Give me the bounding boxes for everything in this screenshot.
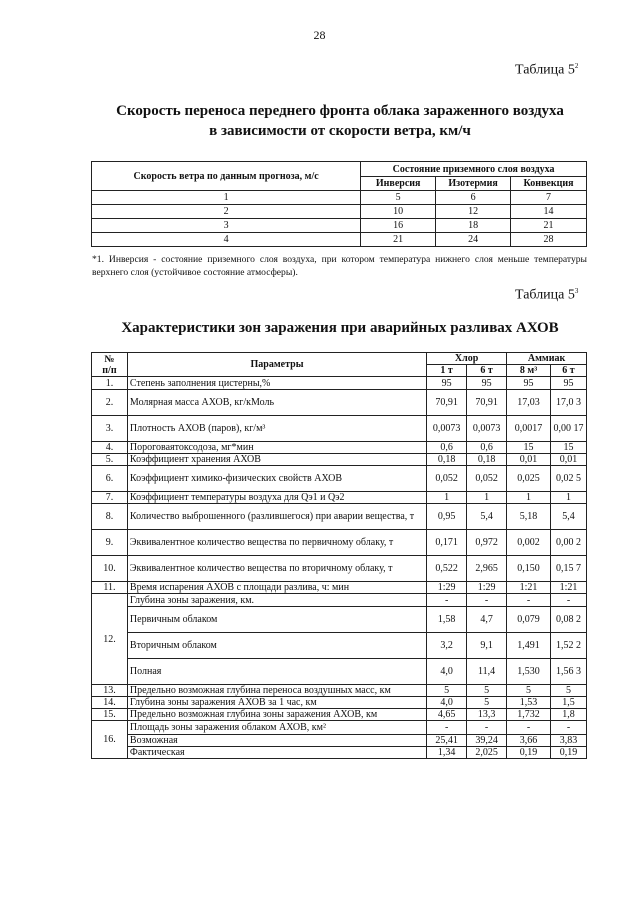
table-row: 9. Эквивалентное количество вещества по первичному облаку, т 0,171 0,972 0,002 0,00 2 [92, 530, 587, 556]
header-6t-ammonia: 6 т [551, 365, 587, 377]
header-6t: 6 т [467, 365, 507, 377]
table-row: Возможная 25,41 39,24 3,66 3,83 [92, 735, 587, 747]
table-row: 4. Пороговаятоксодоза, мг*мин 0,6 0,6 15 15 [92, 442, 587, 454]
header-wind-speed: Скорость ветра по данным прогноза, м/с [92, 162, 361, 191]
table2-label: Таблица $5^3$ [515, 287, 579, 303]
table-row: Полная 4,0 11,4 1,530 1,56 3 [92, 659, 587, 685]
table-row: 4 21 24 28 [92, 233, 587, 247]
header-8m3: 8 м³ [507, 365, 551, 377]
table-row: Фактическая 1,34 2,025 0,19 0,19 [92, 747, 587, 759]
header-isotherm: Изотермия [436, 177, 511, 191]
table-row: 16. Площадь зоны заражения облаком АХОВ, км² - - - - [92, 721, 587, 735]
contamination-zones-table [91, 352, 587, 759]
header-ammonia: Аммиак [507, 353, 587, 365]
table-row: 14. Глубина зоны заражения АХОВ за 1 час, км 4,0 5 1,53 1,5 [92, 697, 587, 709]
header-air-state: Состояние приземного слоя воздуха [361, 162, 587, 177]
table-row: 6. Коэффициент химико-физических свойств АХОВ 0,052 0,052 0,025 0,02 5 [92, 466, 587, 492]
table-row: Вторичным облаком 3,2 9,1 1,491 1,52 2 [92, 633, 587, 659]
table-row: 1. Степень заполнения цистерны,% 95 95 95 95 [92, 377, 587, 390]
footnote: *1. Инверсия - состояние приземного слоя воздуха, при котором температура нижнего слоя меньше температуры верхнего слоя (устойчивое состояние атмосферы). [92, 254, 587, 278]
header-inversion: Инверсия [361, 177, 436, 191]
table-row: Первичным облаком 1,58 4,7 0,079 0,08 2 [92, 607, 587, 633]
table2-title: Характеристики зон заражения при аварийных разливах АХОВ [121, 320, 559, 336]
table-row: 2 10 12 14 [92, 205, 587, 219]
table-row: 1 5 6 7 [92, 191, 587, 205]
wind-speed-table [91, 161, 587, 247]
table1-label: Таблица $5^2$ [515, 62, 579, 78]
page-number: 28 [313, 28, 326, 42]
header-num: № п/п [92, 353, 128, 377]
header-chlorine: Хлор [427, 353, 507, 365]
header-1t: 1 т [427, 365, 467, 377]
table-row: 15. Предельно возможная глубина зоны заражения АХОВ, км 4,65 13,3 1,732 1,8 [92, 709, 587, 721]
header-convection: Конвекция [511, 177, 587, 191]
table-row: 7. Коэффициент температуры воздуха для Qэ1 и Qэ2 1 1 1 1 [92, 492, 587, 504]
table1-title [60, 101, 620, 141]
table-row: 2. Молярная масса АХОВ, кг/кМоль 70,91 70,91 17,03 17,0 3 [92, 390, 587, 416]
table-row: 12. Глубина зоны заражения, км. - - - - [92, 594, 587, 607]
header-params: Параметры [127, 353, 426, 377]
table1-title-line2: в зависимости от скорости ветра, км/ч [209, 123, 471, 139]
table-row: 10. Эквивалентное количество вещества по вторичному облаку, т 0,522 2,965 0,150 0,15 7 [92, 556, 587, 582]
table-row: 5. Коэффициент хранения АХОВ 0,18 0,18 0,01 0,01 [92, 454, 587, 466]
table-row: 13. Предельно возможная глубина переноса воздушных масс, км 5 5 5 5 [92, 685, 587, 697]
table-row: 3 16 18 21 [92, 219, 587, 233]
table1-title-line1: Скорость переноса переднего фронта облака зараженного воздуха [116, 103, 564, 119]
table-row: 8. Количество выброшенного (разлившегося) при аварии вещества, т 0,95 5,4 5,18 5,4 [92, 504, 587, 530]
table-row: 3. Плотность АХОВ (паров), кг/м³ 0,0073 0,0073 0,0017 0,00 17 [92, 416, 587, 442]
table-row: 11. Время испарения АХОВ с площади разлива, ч: мин 1:29 1:29 1:21 1:21 [92, 582, 587, 594]
